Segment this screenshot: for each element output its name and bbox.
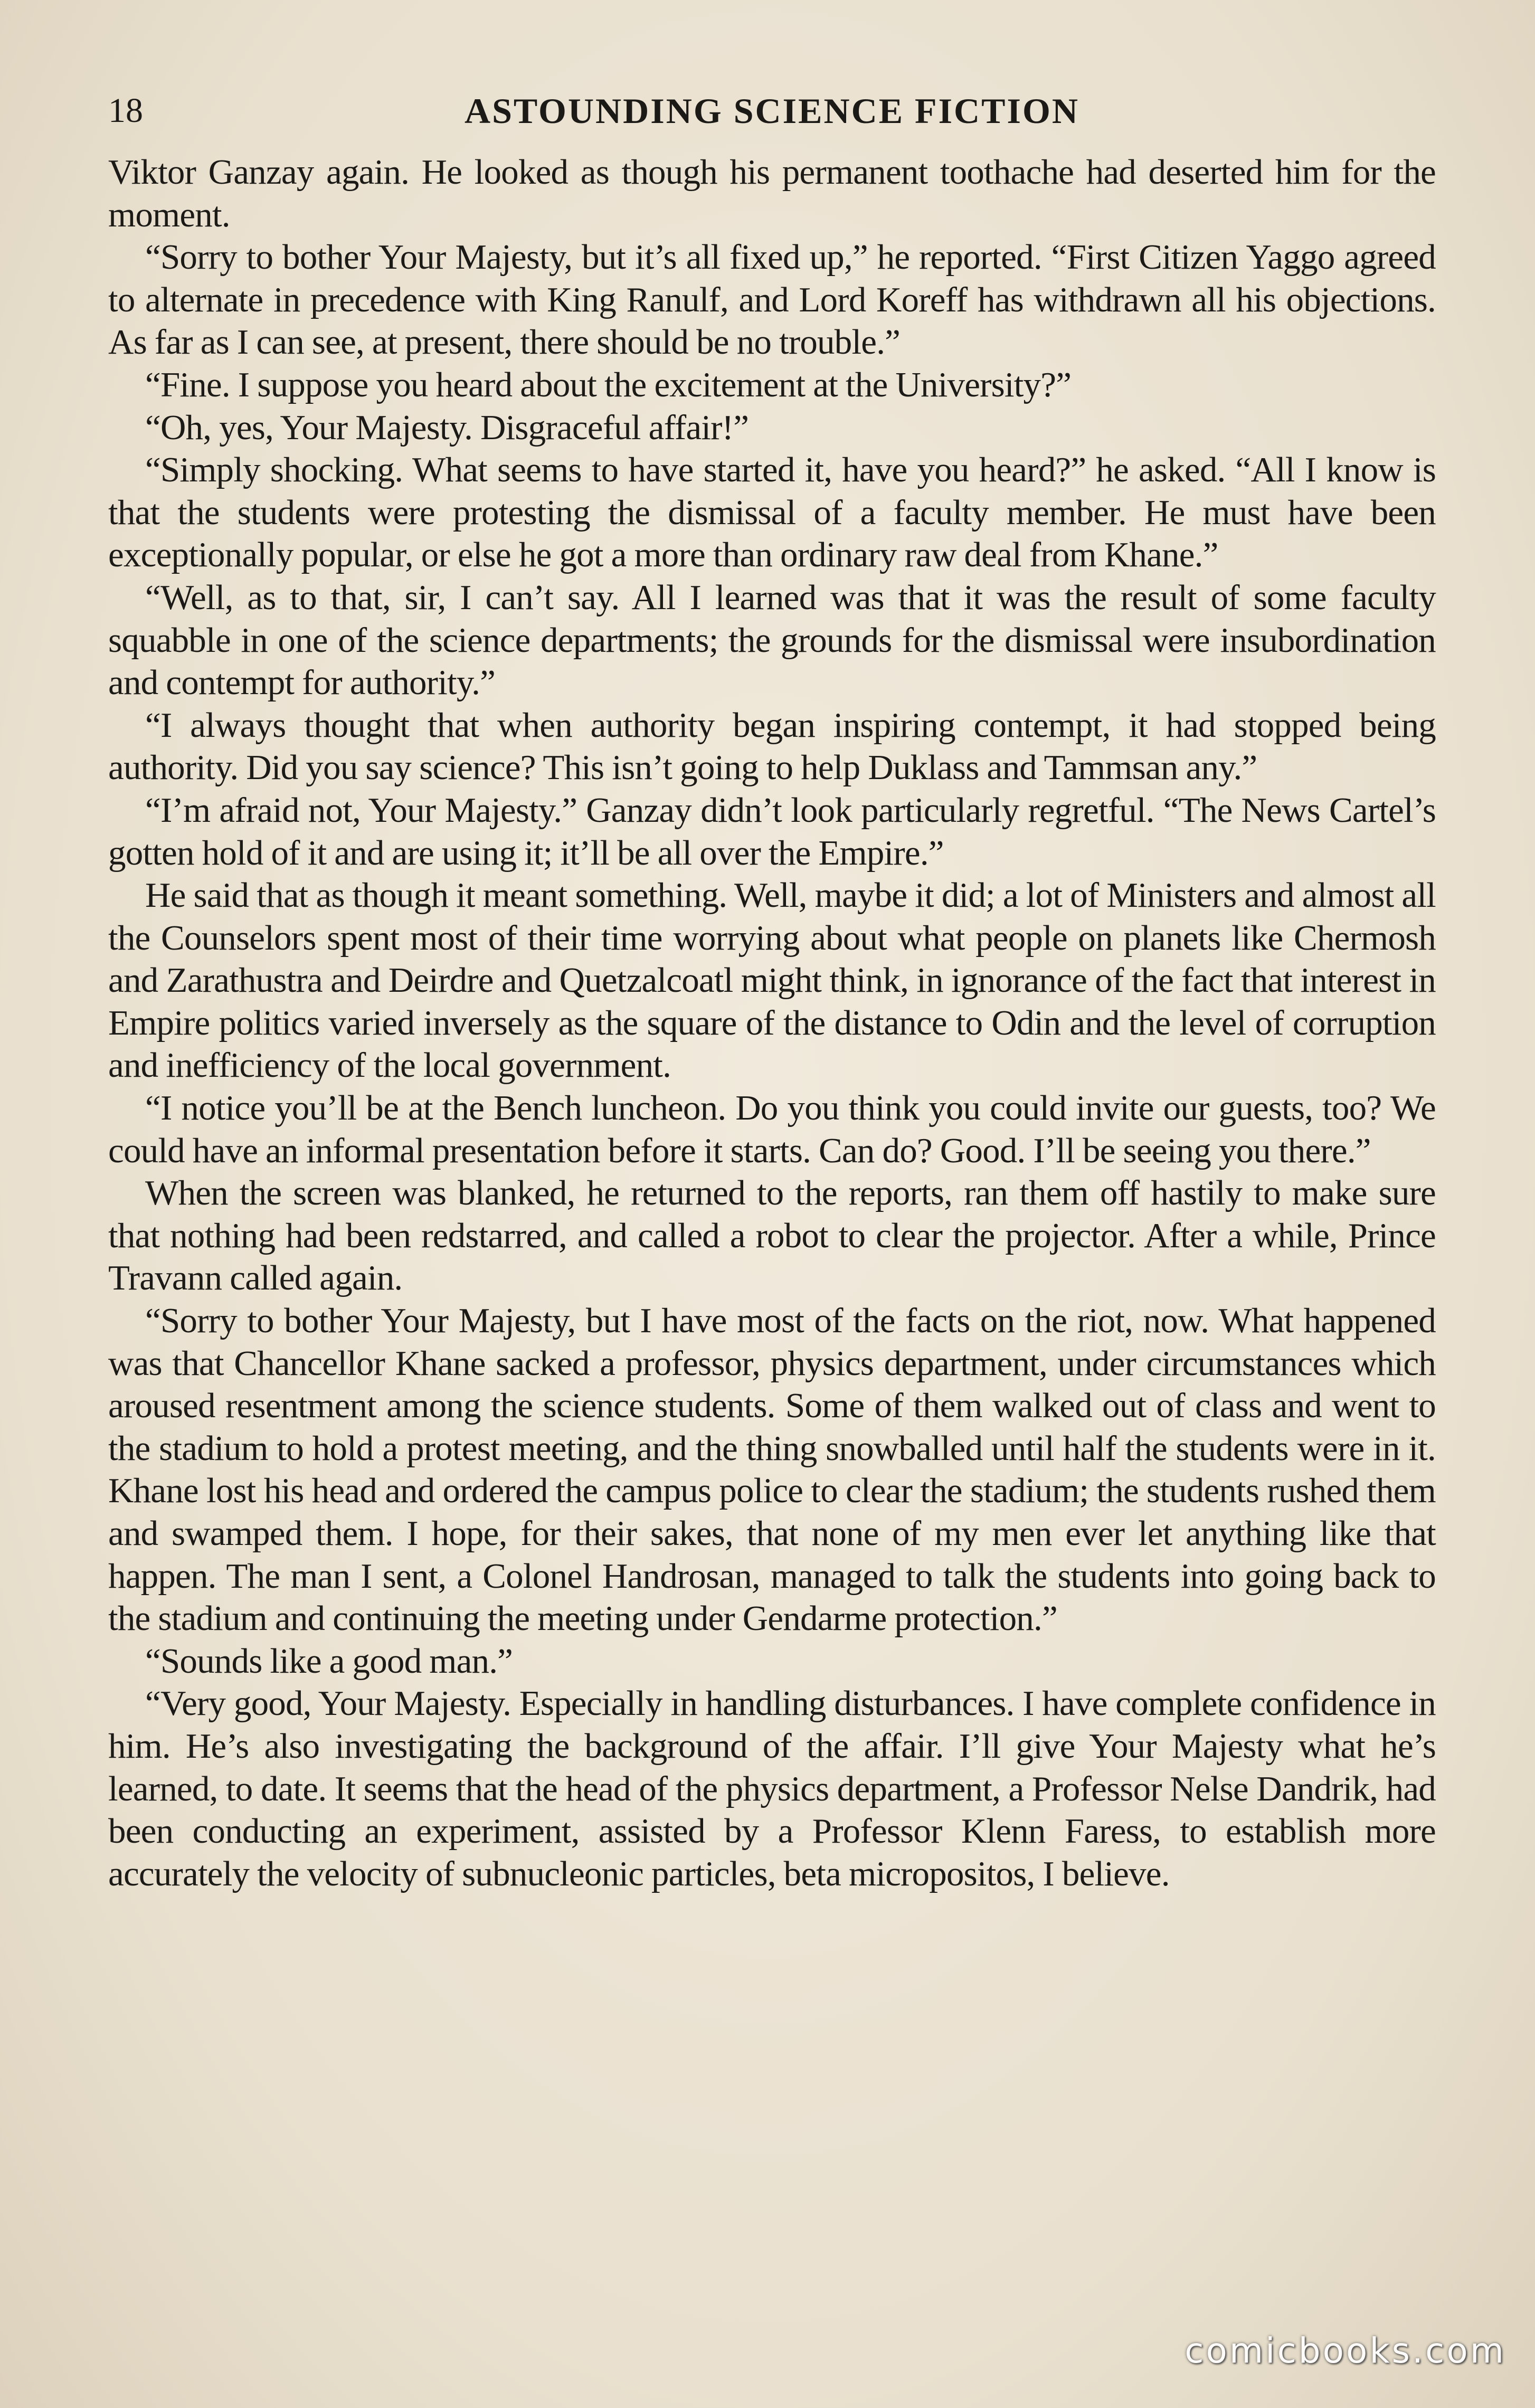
page-number: 18 — [108, 91, 143, 130]
paragraph: “Sounds like a good man.” — [145, 1641, 513, 1681]
paragraph: “I always thought that when authority began inspiring contempt, it had stopped being authority. Did you say science? This isn’t going to help Duklass and Tammsan any.” — [108, 705, 1436, 788]
paragraph: He said that as though it meant something. Well, maybe it did; a lot of Ministers and almost all the Counselors spent most of their time worrying about what people on planets like Chermosh and Zarathustra and Deirdre and Quetzalcoatl might think, in ignorance of the fact that interest in Empire politics varied inversely as the square of the distance to Odin and the level of corruption and inefficiency of the local government. — [108, 876, 1436, 1085]
paragraph: “Sorry to bother Your Majesty, but I have most of the facts on the riot, now. What happened was that Chancellor Khane sacked a professor, physics department, under circumstances which aroused resentment among the science students. Some of them walked out of class and went to the stadium to hold a protest meeting, and the thing snowballed until half the students were in it. Khane lost his head and ordered the campus police to clear the stadium; the students rushed them and swamped them. I hope, for their sakes, that none of my men ever let anything like that happen. The man I sent, a Colonel Handrosan, managed to talk the students into going back to the stadium and continuing the meeting under Gendarme protection.” — [108, 1301, 1436, 1638]
paragraph: “I notice you’ll be at the Bench luncheon. Do you think you could invite our guests, too? We could have an informal presentation before it starts. Can do? Good. I’ll be seeing you there.” — [108, 1088, 1436, 1170]
paragraph: When the screen was blanked, he returned to the reports, ran them off hastily to make sure that nothing had been redstarred, and called a robot to clear the projector. After a while, Prince Travann called again. — [108, 1173, 1436, 1298]
running-title: ASTOUNDING SCIENCE FICTION — [465, 91, 1079, 131]
paragraph: “Oh, yes, Your Majesty. Disgraceful affair!” — [145, 407, 749, 447]
page-header — [108, 87, 1436, 135]
paragraph: “Sorry to bother Your Majesty, but it’s all fixed up,” he reported. “First Citizen Yaggo agreed to alternate in precedence with King Ranulf, and Lord Koreff has withdrawn all his objections. As far as I can see, at present, there should be no trouble.” — [108, 238, 1436, 362]
paragraph: “Simply shocking. What seems to have started it, have you heard?” he asked. “All I know is that the students were protesting the dismissal of a faculty member. He must have been exceptionally popular, or else he got a more than ordinary raw deal from Khane.” — [108, 450, 1436, 575]
watermark: comicbooks.com — [1185, 2330, 1506, 2371]
paragraph: “Very good, Your Majesty. Especially in handling disturbances. I have complete confidence in him. He’s also investigating the background of the affair. I’ll give Your Majesty what he’s learned, to date. It seems that the head of the physics department, a Professor Nelse Dandrik, had been conducting an experiment, assisted by a Professor Klenn Faress, to establish more accurately the velocity of subnucleonic particles, beta micropositos, I believe. — [108, 1684, 1436, 1893]
body-text — [108, 151, 1436, 1895]
paragraph: “Fine. I suppose you heard about the excitement at the University?” — [145, 365, 1072, 404]
paragraph: “I’m afraid not, Your Majesty.” Ganzay didn’t look particularly regretful. “The News Cartel’s gotten hold of it and are using it; it’ll be all over the Empire.” — [108, 790, 1436, 873]
paragraph: Viktor Ganzay again. He looked as though his permanent toothache had deserted him for the moment. — [108, 153, 1436, 234]
paragraph: “Well, as to that, sir, I can’t say. All I learned was that it was the result of some faculty squabble in one of the science departments; the grounds for the dismissal were insubordination and contempt for authority.” — [108, 577, 1436, 703]
